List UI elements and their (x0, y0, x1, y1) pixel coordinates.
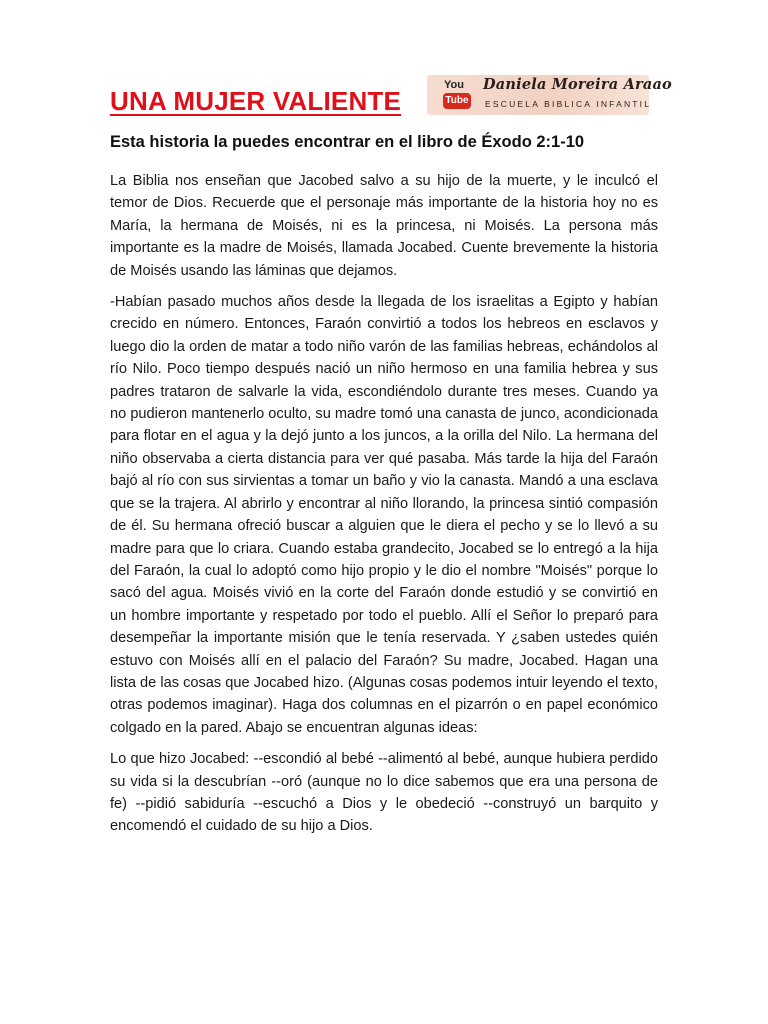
youtube-logo-you: You (444, 79, 464, 91)
channel-tagline: ESCUELA BIBLICA INFANTIL (485, 99, 652, 109)
channel-logo-banner (427, 75, 672, 115)
paragraph-ideas: Lo que hizo Jocabed: --escondió al bebé --alimentó al bebé, aunque hubiera perdido su vida si la descubrían --oró (aunque no lo dice sabemos que era una persona de fe) --pidió sabiduría --escuchó a Dios y le obedeció --construyó un barquito y encomendó el cuidado de su hijo a Dios. (110, 751, 658, 835)
channel-name: Daniela Moreira Araao (483, 76, 672, 93)
youtube-logo-tube: Tube (443, 93, 471, 109)
youtube-logo-icon (441, 77, 477, 113)
paragraph-story: -Habían pasado muchos años desde la llegada de los israelitas a Egipto y habían crecido en número. Entonces, Faraón convirtió a todos los hebreos en esclavos y luego dio la orden de matar a todo niño varón de las familias hebreas, echándolos al río Nilo. Poco tiempo después nació un niño hermoso en una familia hebrea y sus padres trataron de salvarle la vida, escondiéndolo durante tres meses. Cuando ya no pudieron mantenerlo oculto, su madre tomó una canasta de junco, acondicionada para flotar en el agua y la dejó junto a los juncos, a la orilla del Nilo. La hermana del niño observaba a cierta distancia para ver qué pasaba. Más tarde la hija del Faraón bajó al río con sus sirvientas a tomar un baño y vio la canasta. Mandó a una esclava que se la trajera. Al abrirlo y encontrar al niño llorando, la princesa sintió compasión de él. Su hermana ofreció buscar a alguien que le diera el pecho y se lo llevó a su madre para que lo criara. Cuando estaba grandecito, Jocabed se lo entregó a la hija del Faraón, la cual lo adoptó como hijo propio y le dio el nombre "Moisés" porque lo sacó del agua. Moisés vivió en la corte del Faraón donde estudió y se convirtió en un hombre importante y respetado por todo el pueblo. Allí el Señor lo preparó para desempeñar la importante misión que le tenía reservada. Y ¿saben ustedes quién estuvo con Moisés allí en el palacio del Faraón? Su madre, Jocabed. Hagan una lista de las cosas que Jocabed hizo. (Algunas cosas podemos intuir leyendo el texto, otras podemos imaginar). Haga dos columnas en el pizarrón o en papel económico colgado en la pared. Abajo se encuentran algunas ideas: (110, 294, 658, 736)
paragraph-intro: La Biblia nos enseñan que Jacobed salvo a su hijo de la muerte, y le inculcó el temor de Dios. Recuerde que el personaje más importante de la historia hoy no es María, la hermana de Moisés, ni es la princesa, ni Moisés. La persona más importante es la madre de Moisés, llamada Jocabed. Cuente brevemente la historia de Moisés usando las láminas que dejamos. (110, 173, 658, 279)
document-title: UNA MUJER VALIENTE (110, 86, 402, 116)
document-body (110, 170, 658, 847)
document-subtitle: Esta historia la puedes encontrar en el libro de Éxodo 2:1-10 (110, 133, 585, 151)
